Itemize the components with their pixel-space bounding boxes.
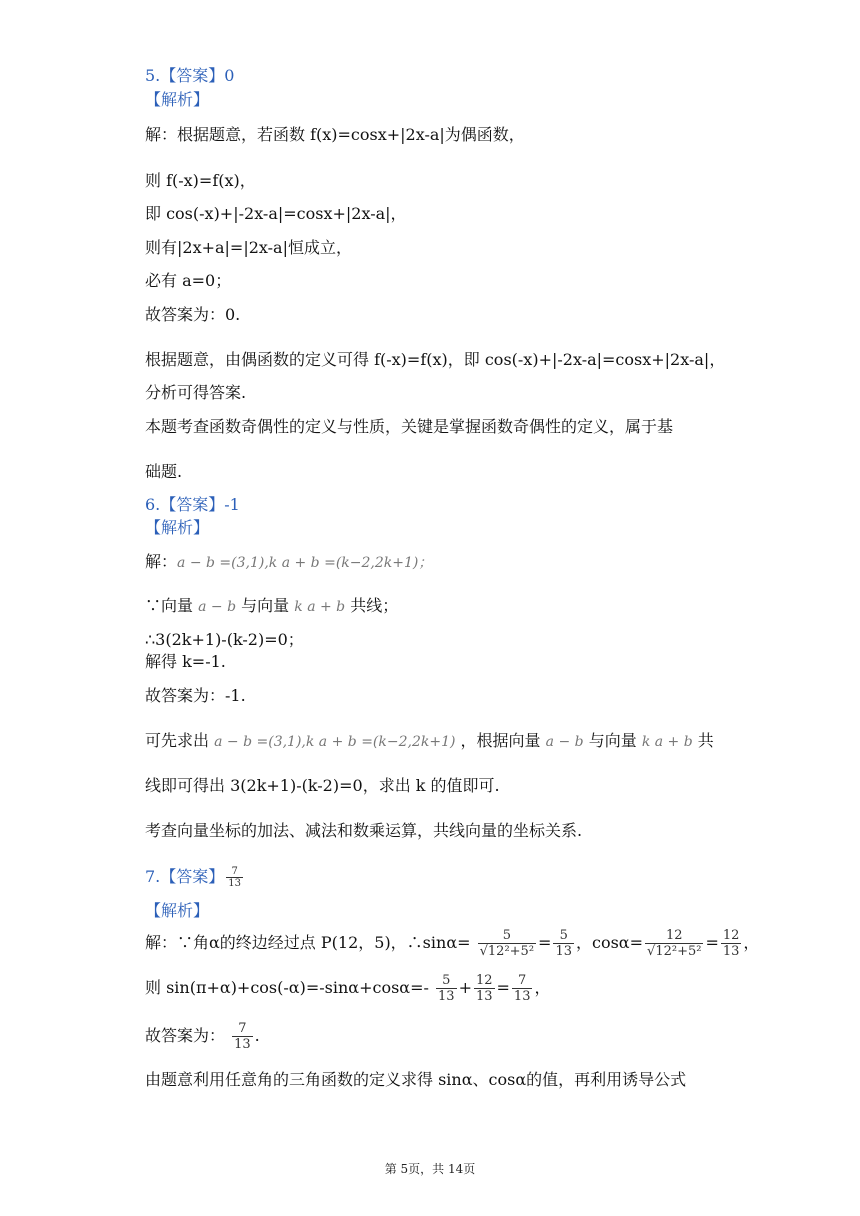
q6-line-7: 线即可得出 3(2k+1)-(k-2)=0，求出 k 的值即可.: [145, 776, 500, 795]
q7-line-3-prefix: 故答案为：: [145, 1026, 226, 1045]
q7-result-den: 13: [513, 989, 531, 1004]
q7-analysis-label: 【解析】: [145, 901, 210, 920]
q7-answer-fraction: [226, 866, 243, 889]
q7-cos-value-num: 12: [722, 928, 740, 943]
q7-line-1-prefix: 解：∵角α的终边经过点 P(12，5)，∴sinα=: [145, 933, 471, 952]
q6-line-6-mid1: ，根据向量: [460, 731, 541, 750]
q6-line-2-suffix: 共线；: [350, 596, 399, 615]
q6-line-6-formula: a − b =(3,1),k a + b =(k−2,2k+1): [214, 734, 456, 750]
q7-term2-num: 12: [475, 973, 493, 988]
q7-cos-den: √12²+5²: [647, 944, 702, 959]
q7-line-3-suffix: .: [254, 1026, 260, 1045]
q7-sin-fraction: [478, 928, 536, 959]
q7-term2: [474, 973, 495, 1004]
q7-answer-prefix: 7.【答案】: [145, 867, 225, 886]
q7-result-num: 7: [518, 973, 527, 988]
q7-plus: +: [458, 978, 472, 997]
q7-line-4: 由题意利用任意角的三角函数的定义求得 sinα、cosα的值，再利用诱导公式: [145, 1070, 687, 1089]
q6-line-2-mid: 与向量: [241, 596, 290, 615]
q7-term1-num: 5: [442, 973, 451, 988]
q6-line-6-prefix: 可先求出: [145, 731, 210, 750]
q6-line-2-prefix: ∵向量: [145, 596, 194, 615]
q7-line-2-prefix: 则 sin(π+α)+cos(-α)=-sinα+cosα=-: [145, 978, 429, 997]
q6-line-2-vector-diff: a − b: [198, 599, 237, 615]
q6-line-2-vector-sum: k a + b: [294, 599, 346, 615]
q5-line-10: 础题.: [145, 462, 183, 481]
q6-line-1-formula: a − b =(3,1),k a + b =(k−2,2k+1)；: [177, 555, 433, 571]
q7-answer-num: 7: [231, 866, 238, 877]
q6-analysis-label: 【解析】: [145, 518, 210, 537]
q6-line-5: 故答案为：-1.: [145, 686, 246, 705]
q5-line-7: 根据题意，由偶函数的定义可得 f(-x)=f(x)，即 cos(-x)+|-2x-a|=cosx+|2x-a|，: [145, 350, 726, 369]
q6-line-4: 解得 k=-1.: [145, 652, 226, 671]
q6-line-1-prefix: 解：: [145, 552, 178, 571]
q7-line-2: [145, 973, 550, 1004]
q7-final-answer: [232, 1021, 253, 1052]
q7-eq1: =: [538, 933, 552, 952]
q5-line-9: 本题考查函数奇偶性的定义与性质，关键是掌握函数奇偶性的定义，属于基: [145, 417, 674, 436]
q7-sin-num: 5: [502, 928, 511, 943]
q7-sin-value-den: 13: [555, 944, 572, 959]
q7-final-num: 7: [238, 1021, 247, 1036]
q5-line-3: 即 cos(-x)+|-2x-a|=cosx+|2x-a|，: [145, 204, 407, 223]
q6-line-8: 考查向量坐标的加法、减法和数乘运算，共线向量的坐标关系.: [145, 821, 583, 840]
q6-line-6-vector-sum: k a + b: [641, 734, 693, 750]
q7-cos-value-den: 13: [722, 944, 740, 959]
q7-sin-value-num: 5: [559, 928, 568, 943]
q5-line-5: 必有 a=0；: [145, 271, 232, 290]
q7-term2-den: 13: [475, 989, 493, 1004]
q7-sin-den: √12²+5²: [479, 944, 535, 959]
q6-answer-header: 6.【答案】-1: [145, 495, 240, 514]
q5-line-6: 故答案为：0.: [145, 305, 241, 324]
q6-line-1: [145, 552, 432, 573]
q5-line-8: 分析可得答案.: [145, 383, 247, 402]
q7-line-1-suffix: ，: [743, 933, 760, 952]
q7-cos-num: 12: [665, 928, 683, 943]
page-footer: 第 5页，共 14页: [384, 1162, 476, 1176]
q7-line-3: [145, 1021, 260, 1052]
q5-line-2: 则 f(-x)=f(x)，: [145, 171, 256, 190]
q5-analysis-label: 【解析】: [145, 90, 210, 109]
q6-line-3: ∴3(2k+1)-(k-2)=0；: [145, 630, 304, 649]
q7-final-den: 13: [234, 1037, 251, 1052]
q7-answer-den: 13: [228, 878, 242, 889]
q7-term1: [436, 973, 457, 1004]
q5-line-4: 则有|2x+a|=|2x-a|恒成立，: [145, 238, 352, 257]
q7-eq2: =: [705, 933, 719, 952]
q7-eq3: =: [496, 978, 510, 997]
q7-sin-value: [553, 928, 574, 959]
q5-line-1: 解：根据题意，若函数 f(x)=cosx+|2x-a|为偶函数，: [145, 125, 525, 144]
q7-line-2-suffix: ，: [534, 978, 551, 997]
q5-answer-header: 5.【答案】0: [145, 66, 235, 85]
q6-line-6-vector-diff: a − b: [545, 734, 584, 750]
q7-cos-fraction: [645, 928, 703, 959]
q7-term1-den: 13: [438, 989, 455, 1004]
q7-result: [512, 973, 533, 1004]
q6-line-6: [145, 731, 714, 752]
q7-line-1: [145, 928, 759, 959]
q7-answer-header: [145, 866, 245, 889]
q6-line-6-suffix: 共: [697, 731, 714, 750]
q7-cos-value: [721, 928, 742, 959]
q7-cos-prefix: ，cosα=: [576, 933, 644, 952]
q6-line-2: [145, 596, 398, 617]
q6-line-6-mid2: 与向量: [588, 731, 637, 750]
